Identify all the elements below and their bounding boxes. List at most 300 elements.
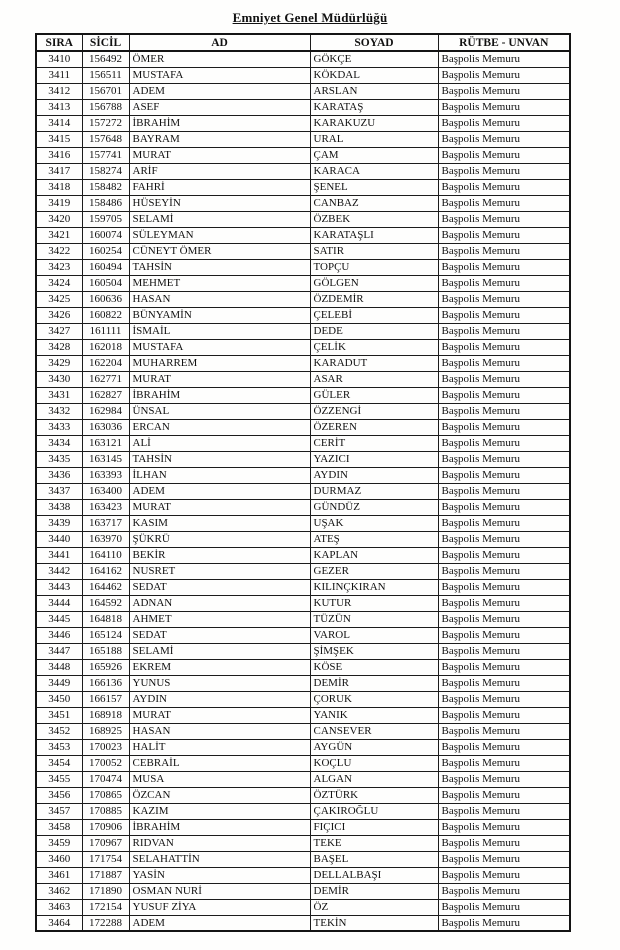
- table-row: [36, 819, 570, 835]
- cell-rutbe: Başpolis Memuru: [438, 83, 570, 99]
- cell-soyad: ARSLAN: [310, 83, 438, 99]
- table-row: [36, 563, 570, 579]
- cell-soyad: ŞİMŞEK: [310, 643, 438, 659]
- cell-sicil: 170885: [82, 803, 129, 819]
- cell-ad: ÖMER: [129, 51, 310, 67]
- cell-ad: SELAMİ: [129, 643, 310, 659]
- cell-soyad: ÖZTÜRK: [310, 787, 438, 803]
- table-row: [36, 67, 570, 83]
- cell-sira: 3418: [36, 179, 82, 195]
- cell-sicil: 159705: [82, 211, 129, 227]
- cell-soyad: FIÇICI: [310, 819, 438, 835]
- table-row: [36, 867, 570, 883]
- cell-soyad: YAZICI: [310, 451, 438, 467]
- cell-rutbe: Başpolis Memuru: [438, 627, 570, 643]
- cell-rutbe: Başpolis Memuru: [438, 51, 570, 67]
- cell-soyad: KARAKUZU: [310, 115, 438, 131]
- cell-ad: SÜLEYMAN: [129, 227, 310, 243]
- cell-rutbe: Başpolis Memuru: [438, 547, 570, 563]
- table-row: [36, 899, 570, 915]
- table-row: [36, 851, 570, 867]
- cell-soyad: TEKİN: [310, 915, 438, 931]
- cell-ad: MUSTAFA: [129, 339, 310, 355]
- cell-sira: 3439: [36, 515, 82, 531]
- cell-rutbe: Başpolis Memuru: [438, 899, 570, 915]
- cell-ad: ADNAN: [129, 595, 310, 611]
- cell-ad: MURAT: [129, 499, 310, 515]
- cell-soyad: TOPÇU: [310, 259, 438, 275]
- cell-sira: 3442: [36, 563, 82, 579]
- cell-sira: 3412: [36, 83, 82, 99]
- cell-sira: 3459: [36, 835, 82, 851]
- cell-sicil: 168918: [82, 707, 129, 723]
- cell-sicil: 162827: [82, 387, 129, 403]
- cell-soyad: UŞAK: [310, 515, 438, 531]
- cell-sira: 3430: [36, 371, 82, 387]
- cell-soyad: DEMİR: [310, 883, 438, 899]
- cell-sicil: 156788: [82, 99, 129, 115]
- table-row: [36, 99, 570, 115]
- table-row: [36, 483, 570, 499]
- cell-soyad: GEZER: [310, 563, 438, 579]
- cell-soyad: DELLALBAŞI: [310, 867, 438, 883]
- column-header-sicil: SİCİL: [82, 34, 129, 51]
- cell-sira: 3425: [36, 291, 82, 307]
- cell-sicil: 164818: [82, 611, 129, 627]
- table-row: [36, 579, 570, 595]
- cell-ad: ÖZCAN: [129, 787, 310, 803]
- cell-sira: 3456: [36, 787, 82, 803]
- table-row: [36, 387, 570, 403]
- cell-ad: ASEF: [129, 99, 310, 115]
- cell-ad: HASAN: [129, 723, 310, 739]
- cell-soyad: TEKE: [310, 835, 438, 851]
- cell-rutbe: Başpolis Memuru: [438, 371, 570, 387]
- cell-ad: YASİN: [129, 867, 310, 883]
- cell-ad: CÜNEYT ÖMER: [129, 243, 310, 259]
- cell-ad: MUSTAFA: [129, 67, 310, 83]
- cell-sicil: 156701: [82, 83, 129, 99]
- cell-sira: 3422: [36, 243, 82, 259]
- cell-sira: 3432: [36, 403, 82, 419]
- cell-sicil: 170023: [82, 739, 129, 755]
- cell-rutbe: Başpolis Memuru: [438, 419, 570, 435]
- table-row: [36, 243, 570, 259]
- cell-ad: RIDVAN: [129, 835, 310, 851]
- cell-sira: 3426: [36, 307, 82, 323]
- cell-sira: 3460: [36, 851, 82, 867]
- table-row: [36, 531, 570, 547]
- cell-sicil: 160254: [82, 243, 129, 259]
- cell-soyad: URAL: [310, 131, 438, 147]
- cell-sira: 3463: [36, 899, 82, 915]
- cell-soyad: BAŞEL: [310, 851, 438, 867]
- table-row: [36, 371, 570, 387]
- table-row: [36, 227, 570, 243]
- cell-sicil: 170052: [82, 755, 129, 771]
- cell-sicil: 168925: [82, 723, 129, 739]
- cell-ad: ALİ: [129, 435, 310, 451]
- cell-sicil: 161111: [82, 323, 129, 339]
- cell-rutbe: Başpolis Memuru: [438, 691, 570, 707]
- table-row: [36, 147, 570, 163]
- cell-ad: MURAT: [129, 707, 310, 723]
- cell-sira: 3446: [36, 627, 82, 643]
- cell-soyad: AYGÜN: [310, 739, 438, 755]
- cell-ad: MUSA: [129, 771, 310, 787]
- cell-rutbe: Başpolis Memuru: [438, 467, 570, 483]
- cell-soyad: DEDE: [310, 323, 438, 339]
- cell-ad: KASIM: [129, 515, 310, 531]
- cell-rutbe: Başpolis Memuru: [438, 915, 570, 931]
- cell-sicil: 158486: [82, 195, 129, 211]
- cell-rutbe: Başpolis Memuru: [438, 131, 570, 147]
- table-row: [36, 275, 570, 291]
- cell-sira: 3455: [36, 771, 82, 787]
- cell-sira: 3411: [36, 67, 82, 83]
- cell-sicil: 163970: [82, 531, 129, 547]
- cell-rutbe: Başpolis Memuru: [438, 451, 570, 467]
- cell-rutbe: Başpolis Memuru: [438, 499, 570, 515]
- cell-sira: 3435: [36, 451, 82, 467]
- cell-sira: 3448: [36, 659, 82, 675]
- cell-rutbe: Başpolis Memuru: [438, 435, 570, 451]
- cell-ad: NUSRET: [129, 563, 310, 579]
- cell-sira: 3421: [36, 227, 82, 243]
- cell-ad: BEKİR: [129, 547, 310, 563]
- cell-ad: HALİT: [129, 739, 310, 755]
- cell-sicil: 160504: [82, 275, 129, 291]
- cell-soyad: KÖKDAL: [310, 67, 438, 83]
- cell-rutbe: Başpolis Memuru: [438, 803, 570, 819]
- table-row: [36, 51, 570, 67]
- cell-sicil: 171887: [82, 867, 129, 883]
- cell-soyad: ALGAN: [310, 771, 438, 787]
- cell-ad: YUSUF ZİYA: [129, 899, 310, 915]
- cell-rutbe: Başpolis Memuru: [438, 787, 570, 803]
- table-row: [36, 451, 570, 467]
- cell-rutbe: Başpolis Memuru: [438, 259, 570, 275]
- cell-soyad: ÇAKIROĞLU: [310, 803, 438, 819]
- table-row: [36, 643, 570, 659]
- cell-ad: ŞÜKRÜ: [129, 531, 310, 547]
- cell-rutbe: Başpolis Memuru: [438, 147, 570, 163]
- cell-rutbe: Başpolis Memuru: [438, 675, 570, 691]
- table-row: [36, 115, 570, 131]
- cell-soyad: KAPLAN: [310, 547, 438, 563]
- cell-sicil: 158274: [82, 163, 129, 179]
- cell-ad: İBRAHİM: [129, 115, 310, 131]
- table-row: [36, 307, 570, 323]
- cell-rutbe: Başpolis Memuru: [438, 611, 570, 627]
- cell-rutbe: Başpolis Memuru: [438, 723, 570, 739]
- cell-sira: 3436: [36, 467, 82, 483]
- cell-sira: 3451: [36, 707, 82, 723]
- cell-soyad: KARACA: [310, 163, 438, 179]
- cell-sira: 3438: [36, 499, 82, 515]
- table-row: [36, 723, 570, 739]
- column-header-soyad: SOYAD: [310, 34, 438, 51]
- cell-sicil: 171754: [82, 851, 129, 867]
- table-row: [36, 83, 570, 99]
- cell-soyad: GÖLGEN: [310, 275, 438, 291]
- cell-ad: AHMET: [129, 611, 310, 627]
- cell-ad: FAHRİ: [129, 179, 310, 195]
- cell-sicil: 163400: [82, 483, 129, 499]
- cell-ad: EKREM: [129, 659, 310, 675]
- cell-rutbe: Başpolis Memuru: [438, 883, 570, 899]
- table-row: [36, 835, 570, 851]
- cell-rutbe: Başpolis Memuru: [438, 755, 570, 771]
- cell-sicil: 166157: [82, 691, 129, 707]
- cell-rutbe: Başpolis Memuru: [438, 531, 570, 547]
- cell-sira: 3423: [36, 259, 82, 275]
- table-row: [36, 515, 570, 531]
- table-header: [36, 34, 570, 51]
- cell-soyad: ÖZZENGİ: [310, 403, 438, 419]
- cell-ad: SELAHATTİN: [129, 851, 310, 867]
- cell-ad: ARİF: [129, 163, 310, 179]
- cell-rutbe: Başpolis Memuru: [438, 163, 570, 179]
- cell-rutbe: Başpolis Memuru: [438, 323, 570, 339]
- cell-sicil: 172288: [82, 915, 129, 931]
- cell-ad: İLHAN: [129, 467, 310, 483]
- cell-sicil: 160494: [82, 259, 129, 275]
- cell-soyad: ÇAM: [310, 147, 438, 163]
- cell-soyad: KUTUR: [310, 595, 438, 611]
- cell-ad: TAHSİN: [129, 259, 310, 275]
- cell-rutbe: Başpolis Memuru: [438, 227, 570, 243]
- cell-ad: İBRAHİM: [129, 387, 310, 403]
- cell-sira: 3452: [36, 723, 82, 739]
- cell-sicil: 170967: [82, 835, 129, 851]
- cell-rutbe: Başpolis Memuru: [438, 211, 570, 227]
- cell-soyad: CANBAZ: [310, 195, 438, 211]
- table-row: [36, 467, 570, 483]
- cell-rutbe: Başpolis Memuru: [438, 115, 570, 131]
- cell-ad: İSMAİL: [129, 323, 310, 339]
- cell-sicil: 158482: [82, 179, 129, 195]
- cell-sira: 3427: [36, 323, 82, 339]
- cell-rutbe: Başpolis Memuru: [438, 771, 570, 787]
- cell-ad: SEDAT: [129, 627, 310, 643]
- cell-soyad: CERİT: [310, 435, 438, 451]
- cell-sira: 3458: [36, 819, 82, 835]
- cell-sicil: 165926: [82, 659, 129, 675]
- cell-soyad: ÖZ: [310, 899, 438, 915]
- cell-rutbe: Başpolis Memuru: [438, 835, 570, 851]
- cell-soyad: ÇELEBİ: [310, 307, 438, 323]
- cell-sira: 3441: [36, 547, 82, 563]
- cell-sicil: 171890: [82, 883, 129, 899]
- cell-soyad: CANSEVER: [310, 723, 438, 739]
- cell-sira: 3414: [36, 115, 82, 131]
- table-row: [36, 163, 570, 179]
- cell-sicil: 162204: [82, 355, 129, 371]
- cell-sira: 3437: [36, 483, 82, 499]
- cell-rutbe: Başpolis Memuru: [438, 307, 570, 323]
- cell-soyad: AYDIN: [310, 467, 438, 483]
- cell-rutbe: Başpolis Memuru: [438, 355, 570, 371]
- cell-sira: 3433: [36, 419, 82, 435]
- cell-rutbe: Başpolis Memuru: [438, 579, 570, 595]
- cell-soyad: KILINÇKIRAN: [310, 579, 438, 595]
- cell-soyad: DURMAZ: [310, 483, 438, 499]
- table-row: [36, 131, 570, 147]
- cell-soyad: ATEŞ: [310, 531, 438, 547]
- table-row: [36, 259, 570, 275]
- cell-soyad: DEMİR: [310, 675, 438, 691]
- table-row: [36, 771, 570, 787]
- cell-ad: ADEM: [129, 83, 310, 99]
- table-row: [36, 355, 570, 371]
- cell-sicil: 170906: [82, 819, 129, 835]
- cell-sicil: 165124: [82, 627, 129, 643]
- cell-sira: 3410: [36, 51, 82, 67]
- cell-rutbe: Başpolis Memuru: [438, 515, 570, 531]
- cell-soyad: KARATAŞLI: [310, 227, 438, 243]
- cell-sicil: 164110: [82, 547, 129, 563]
- cell-sira: 3434: [36, 435, 82, 451]
- cell-ad: ADEM: [129, 483, 310, 499]
- cell-rutbe: Başpolis Memuru: [438, 595, 570, 611]
- table-row: [36, 595, 570, 611]
- cell-rutbe: Başpolis Memuru: [438, 243, 570, 259]
- cell-soyad: ÖZDEMİR: [310, 291, 438, 307]
- cell-sicil: 162018: [82, 339, 129, 355]
- cell-rutbe: Başpolis Memuru: [438, 67, 570, 83]
- cell-soyad: KARATAŞ: [310, 99, 438, 115]
- cell-sicil: 165188: [82, 643, 129, 659]
- cell-sicil: 163423: [82, 499, 129, 515]
- cell-soyad: TÜZÜN: [310, 611, 438, 627]
- cell-sira: 3424: [36, 275, 82, 291]
- cell-ad: KAZIM: [129, 803, 310, 819]
- cell-sicil: 170474: [82, 771, 129, 787]
- column-header-sira: SIRA: [36, 34, 82, 51]
- cell-rutbe: Başpolis Memuru: [438, 99, 570, 115]
- cell-rutbe: Başpolis Memuru: [438, 483, 570, 499]
- cell-ad: ÜNSAL: [129, 403, 310, 419]
- table-row: [36, 691, 570, 707]
- cell-sira: 3413: [36, 99, 82, 115]
- cell-sira: 3453: [36, 739, 82, 755]
- cell-ad: AYDIN: [129, 691, 310, 707]
- cell-ad: SELAMİ: [129, 211, 310, 227]
- cell-ad: TAHSİN: [129, 451, 310, 467]
- cell-rutbe: Başpolis Memuru: [438, 195, 570, 211]
- cell-ad: SEDAT: [129, 579, 310, 595]
- cell-sira: 3419: [36, 195, 82, 211]
- cell-ad: ADEM: [129, 915, 310, 931]
- table-row: [36, 611, 570, 627]
- cell-sira: 3429: [36, 355, 82, 371]
- table-body: [36, 51, 570, 931]
- cell-sira: 3431: [36, 387, 82, 403]
- cell-rutbe: Başpolis Memuru: [438, 739, 570, 755]
- cell-sira: 3449: [36, 675, 82, 691]
- cell-rutbe: Başpolis Memuru: [438, 867, 570, 883]
- cell-rutbe: Başpolis Memuru: [438, 851, 570, 867]
- cell-ad: MEHMET: [129, 275, 310, 291]
- cell-soyad: VAROL: [310, 627, 438, 643]
- cell-ad: BAYRAM: [129, 131, 310, 147]
- cell-sicil: 156492: [82, 51, 129, 67]
- table-row: [36, 211, 570, 227]
- cell-rutbe: Başpolis Memuru: [438, 291, 570, 307]
- cell-sicil: 163717: [82, 515, 129, 531]
- cell-sicil: 163036: [82, 419, 129, 435]
- cell-rutbe: Başpolis Memuru: [438, 819, 570, 835]
- cell-sicil: 157741: [82, 147, 129, 163]
- table-row: [36, 659, 570, 675]
- table-row: [36, 419, 570, 435]
- cell-soyad: YANIK: [310, 707, 438, 723]
- cell-ad: YUNUS: [129, 675, 310, 691]
- cell-sira: 3445: [36, 611, 82, 627]
- cell-sicil: 162984: [82, 403, 129, 419]
- table-row: [36, 547, 570, 563]
- page-title: Emniyet Genel Müdürlüğü: [232, 10, 388, 25]
- cell-ad: İBRAHİM: [129, 819, 310, 835]
- cell-sira: 3464: [36, 915, 82, 931]
- column-header-ad: AD: [129, 34, 310, 51]
- table-header-row: [36, 34, 570, 51]
- table-row: [36, 627, 570, 643]
- cell-sicil: 157272: [82, 115, 129, 131]
- cell-sira: 3416: [36, 147, 82, 163]
- cell-sira: 3440: [36, 531, 82, 547]
- cell-soyad: KARADUT: [310, 355, 438, 371]
- cell-sicil: 166136: [82, 675, 129, 691]
- cell-sicil: 164592: [82, 595, 129, 611]
- cell-soyad: GÜNDÜZ: [310, 499, 438, 515]
- cell-sira: 3417: [36, 163, 82, 179]
- table-row: [36, 179, 570, 195]
- table-row: [36, 787, 570, 803]
- table-row: [36, 803, 570, 819]
- table-row: [36, 883, 570, 899]
- cell-sira: 3450: [36, 691, 82, 707]
- table-row: [36, 675, 570, 691]
- cell-rutbe: Başpolis Memuru: [438, 707, 570, 723]
- cell-sira: 3462: [36, 883, 82, 899]
- table-row: [36, 291, 570, 307]
- cell-soyad: ŞENEL: [310, 179, 438, 195]
- table-row: [36, 195, 570, 211]
- table-row: [36, 739, 570, 755]
- cell-sicil: 164162: [82, 563, 129, 579]
- cell-soyad: ÖZBEK: [310, 211, 438, 227]
- cell-ad: OSMAN NURİ: [129, 883, 310, 899]
- cell-rutbe: Başpolis Memuru: [438, 387, 570, 403]
- cell-sira: 3420: [36, 211, 82, 227]
- cell-soyad: GÜLER: [310, 387, 438, 403]
- cell-ad: MUHARREM: [129, 355, 310, 371]
- cell-sira: 3443: [36, 579, 82, 595]
- cell-soyad: KÖSE: [310, 659, 438, 675]
- table-row: [36, 707, 570, 723]
- cell-soyad: ÇORUK: [310, 691, 438, 707]
- cell-soyad: GÖKÇE: [310, 51, 438, 67]
- cell-soyad: ÇELİK: [310, 339, 438, 355]
- cell-soyad: SATIR: [310, 243, 438, 259]
- table-row: [36, 323, 570, 339]
- cell-sicil: 162771: [82, 371, 129, 387]
- table-row: [36, 499, 570, 515]
- table-row: [36, 435, 570, 451]
- cell-rutbe: Başpolis Memuru: [438, 275, 570, 291]
